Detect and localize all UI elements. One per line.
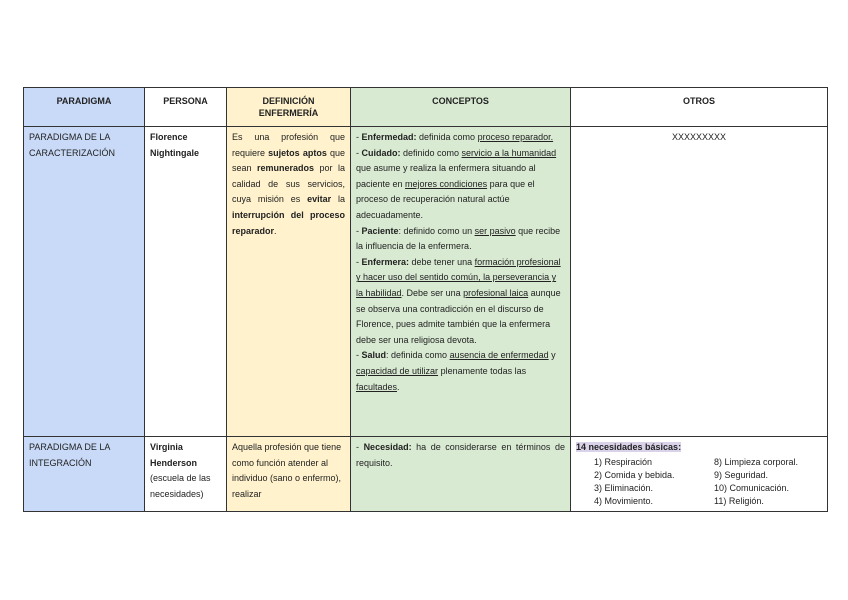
persona-note: (escuela de las necesidades) <box>150 473 211 499</box>
concept-enfermera: - Enfermera: debe tener una formación profesional y hacer uso del sentido común, la perseverancia y la habilidad. Debe ser una profesional laica aunque se observa una contradicción en el discurso de Florence, pues admite también que la enfermera debe ser una religiosa devota. <box>356 256 561 345</box>
paradigm-table <box>23 87 828 512</box>
need-item: 3) Eliminación. <box>594 482 654 493</box>
concept-enfermedad: - Enfermedad: definida como proceso reparador. <box>356 132 554 142</box>
persona-name: Virginia Henderson <box>150 442 198 468</box>
header-paradigma: PARADIGMA <box>24 88 145 127</box>
needs-list <box>576 456 822 508</box>
header-otros: OTROS <box>571 88 828 127</box>
concept-salud: - Salud: definida como ausencia de enfermedad y capacidad de utilizar plenamente todas las facultades. <box>356 350 556 392</box>
need-item: 1) Respiración <box>594 456 653 467</box>
need-item: 9) Seguridad. <box>714 469 769 480</box>
header-definicion: DEFINICIÓN ENFERMERÍA <box>227 88 351 127</box>
paradigma-cell: PARADIGMA DE LA CARACTERIZACIÓN <box>24 127 145 437</box>
table-row <box>24 127 828 437</box>
need-item: 11) Religión. <box>714 495 764 506</box>
persona-cell: Florence Nightingale <box>145 127 227 437</box>
concept-cuidado: - Cuidado: definido como servicio a la humanidad que asume y realiza la enfermera situando al paciente en mejores condiciones para que el proceso de recuperación natural actúe adecuadamente. <box>356 147 557 220</box>
header-row <box>24 88 828 127</box>
need-item: 4) Movimiento. <box>594 495 654 506</box>
need-item: 10) Comunicación. <box>714 482 790 493</box>
header-persona: PERSONA <box>145 88 227 127</box>
paradigma-cell: PARADIGMA DE LA INTEGRACIÓN <box>24 437 145 512</box>
persona-cell <box>145 437 227 512</box>
needs-title: 14 necesidades básicas: <box>576 442 682 452</box>
concept-paciente: - Paciente: definido como un ser pasivo que recibe la influencia de la enfermera. <box>356 225 561 252</box>
need-item: 8) Limpieza corporal. <box>714 456 799 467</box>
otros-cell: XXXXXXXXX <box>571 127 828 437</box>
definicion-cell: Es una profesión que requiere sujetos aptos que sean remunerados por la calidad de sus servicios, cuya misión es evitar la interrupción del proceso reparador. <box>227 127 351 437</box>
table-row <box>24 437 828 512</box>
otros-cell <box>571 437 828 512</box>
conceptos-cell <box>351 127 571 437</box>
definicion-cell: Aquella profesión que tiene como función atender al individuo (sano o enfermo), realizar <box>227 437 351 512</box>
conceptos-cell: - Necesidad: ha de considerarse en términos de requisito. <box>351 437 571 512</box>
header-conceptos: CONCEPTOS <box>351 88 571 127</box>
need-item: 2) Comida y bebida. <box>594 469 675 480</box>
